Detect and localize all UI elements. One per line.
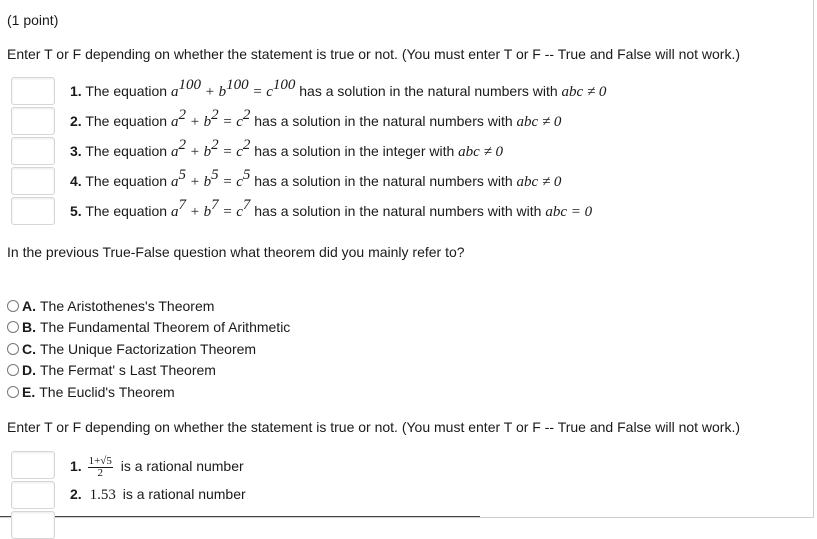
condition: abc = 0 (545, 204, 593, 220)
answer-box-1[interactable] (11, 77, 55, 105)
statement-number: 1. (70, 83, 82, 99)
choice-letter: C. (22, 341, 36, 357)
equation: $a^2 + b^2 = c^2$ (170, 137, 251, 160)
radio-button[interactable] (7, 386, 19, 398)
choice-label: The Aristothenes's Theorem (40, 298, 215, 314)
statement-1 (70, 77, 607, 101)
p3-statement-2 (70, 486, 246, 504)
statement-4 (70, 167, 562, 191)
choice-label: The Euclid's Theorem (39, 384, 175, 400)
answer-box-5[interactable] (11, 197, 55, 225)
statement-text: The equation (85, 113, 168, 129)
statement-3 (70, 137, 504, 161)
fraction: $\frac{1+√5}{2}$ (88, 455, 112, 479)
tf-instructions-2: Enter T or F depending on whether the statement is true or not. (You must enter T or F -- True and False will not work.) (7, 419, 741, 435)
statement-2 (70, 107, 562, 131)
p3-text-1: is a rational number (120, 458, 244, 475)
statement-text: The equation (85, 203, 168, 219)
statement-text: has a solution in the natural numbers with (254, 173, 513, 189)
equation: $a^2 + b^2 = c^2$ (170, 107, 251, 130)
bottom-divider (0, 516, 480, 517)
statement-text: The equation (85, 83, 168, 99)
statement-text: has a solution in the integer with (254, 143, 455, 159)
radio-button[interactable] (7, 343, 19, 355)
choice-letter: E. (22, 384, 36, 400)
choice-letter: D. (22, 362, 36, 378)
condition: abc ≠ 0 (516, 174, 562, 190)
equation: $a^7 + b^7 = c^7$ (170, 197, 251, 220)
statement-number: 4. (70, 173, 82, 189)
choice-c[interactable] (7, 341, 256, 357)
answer-box-p3-2[interactable] (11, 481, 55, 509)
choice-label: The Unique Factorization Theorem (40, 341, 257, 357)
choice-label: The Fundamental Theorem of Arithmetic (40, 319, 291, 335)
statement-text: The equation (85, 143, 168, 159)
p3-number-1: 1. (70, 458, 82, 475)
answer-box-p3-1[interactable] (11, 451, 55, 479)
p3-statement-1 (70, 456, 244, 479)
p3-number-2: 2. (70, 486, 82, 502)
radio-button[interactable] (7, 300, 19, 312)
condition: abc ≠ 0 (516, 114, 562, 130)
statement-text: has a solution in the natural numbers with (299, 83, 558, 99)
condition: abc ≠ 0 (561, 84, 607, 100)
choice-letter: A. (22, 298, 36, 314)
theorem-question: In the previous True-False question what theorem did you mainly refer to? (7, 244, 465, 260)
p3-text-2: is a rational number (122, 486, 246, 502)
equation: $a^5 + b^5 = c^5$ (170, 167, 251, 190)
choice-letter: B. (22, 319, 36, 335)
p3-value-2: 1.53 (89, 487, 116, 503)
statement-text: has a solution in the natural numbers with (254, 113, 513, 129)
statement-number: 5. (70, 203, 82, 219)
condition: abc ≠ 0 (458, 144, 504, 160)
choice-e[interactable] (7, 384, 175, 400)
statement-number: 2. (70, 113, 82, 129)
choice-a[interactable] (7, 298, 214, 314)
radio-button[interactable] (7, 364, 19, 376)
points-label: (1 point) (7, 12, 59, 28)
choice-b[interactable] (7, 319, 290, 335)
radio-button[interactable] (7, 321, 19, 333)
answer-box-4[interactable] (11, 167, 55, 195)
statement-text: The equation (85, 173, 168, 189)
statement-5 (70, 197, 593, 221)
choice-label: The Fermat' s Last Theorem (40, 362, 216, 378)
answer-box-3[interactable] (11, 137, 55, 165)
statement-number: 3. (70, 143, 82, 159)
answer-box-p3-3[interactable] (11, 511, 55, 539)
choice-d[interactable] (7, 362, 216, 378)
statement-text: has a solution in the natural numbers with with (254, 203, 542, 219)
tf-instructions: Enter T or F depending on whether the statement is true or not. (You must enter T or F -- True and False will not work.) (7, 46, 741, 62)
answer-box-2[interactable] (11, 107, 55, 135)
equation: $a^{100} + b^{100} = c^{100}$ (170, 77, 296, 100)
